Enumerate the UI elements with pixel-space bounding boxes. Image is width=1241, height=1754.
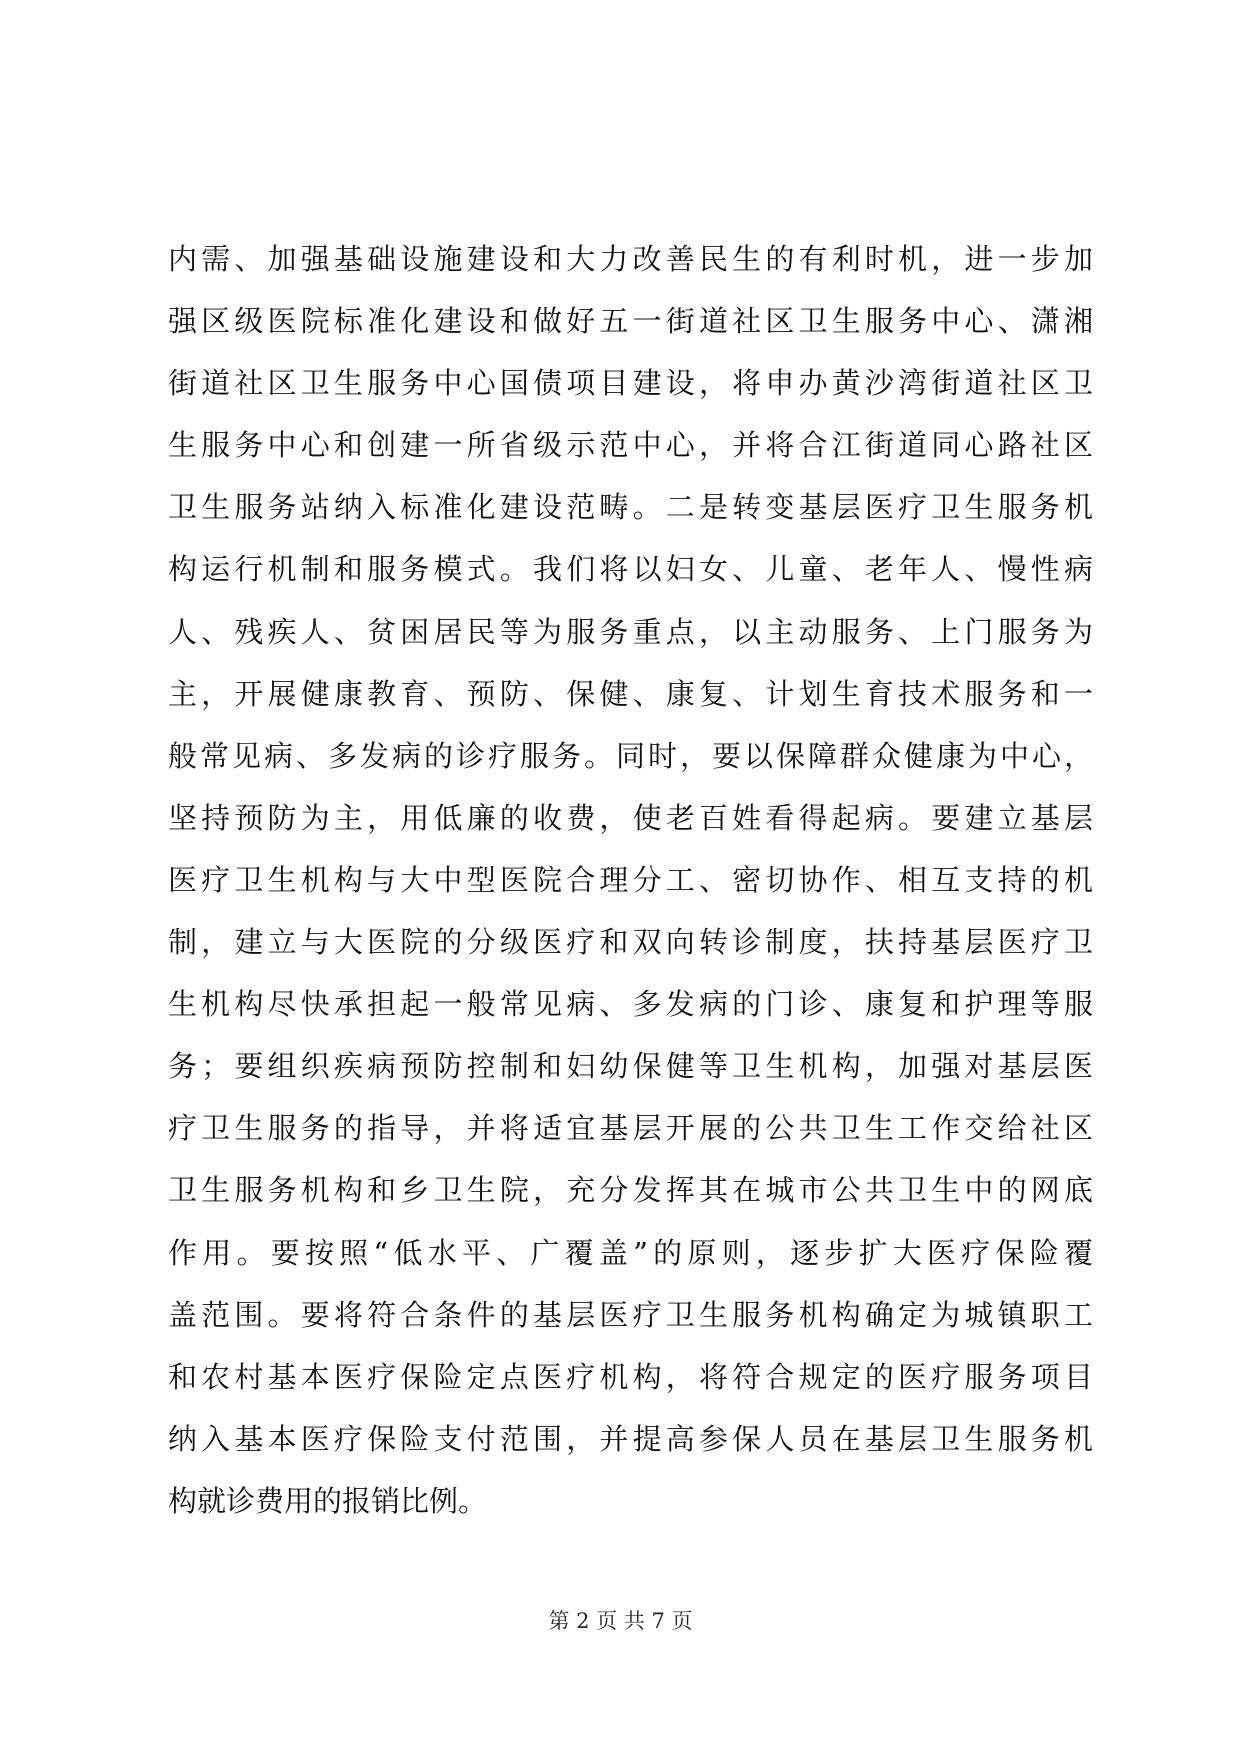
text-line: 务；要组织疾病预防控制和妇幼保健等卫生机构，加强对基层医 [168,1049,1093,1084]
text-line: 坚持预防为主，用低廉的收费，使老百姓看得起病。要建立基层 [168,800,1093,835]
text-line: 强区级医院标准化建设和做好五一街道社区卫生服务中心、潇湘 [168,304,1093,339]
text-line: 主，开展健康教育、预防、保健、康复、计划生育技术服务和一 [168,676,1093,711]
text-line: 疗卫生服务的指导，并将适宜基层开展的公共卫生工作交给社区 [168,1111,1093,1146]
text-line: 构运行机制和服务模式。我们将以妇女、儿童、老年人、慢性病 [168,552,1093,587]
text-line: 卫生服务机构和乡卫生院，充分发挥其在城市公共卫生中的网底 [168,1173,1093,1208]
text-line: 医疗卫生机构与大中型医院合理分工、密切协作、相互支持的机 [168,862,1093,897]
text-line: 纳入基本医疗保险支付范围，并提高参保人员在基层卫生服务机 [168,1421,1093,1456]
text-line: 生机构尽快承担起一般常见病、多发病的门诊、康复和护理等服 [168,987,1093,1022]
text-line: 人、残疾人、贫困居民等为服务重点，以主动服务、上门服务为 [168,614,1093,649]
text-line-last: 构就诊费用的报销比例。 [168,1483,488,1518]
text-line: 般常见病、多发病的诊疗服务。同时，要以保障群众健康为中心， [168,738,1093,773]
text-line: 制，建立与大医院的分级医疗和双向转诊制度，扶持基层医疗卫 [168,925,1093,960]
body-paragraph [168,228,1093,1532]
text-line: 和农村基本医疗保险定点医疗机构，将符合规定的医疗服务项目 [168,1359,1093,1394]
text-line: 内需、加强基础设施建设和大力改善民生的有利时机，进一步加 [168,242,1093,276]
text-line: 作用。要按照“低水平、广覆盖”的原则，逐步扩大医疗保险覆 [168,1235,1093,1270]
page-number-footer: 第 2 页 共 7 页 [548,1609,693,1633]
text-line: 街道社区卫生服务中心国债项目建设，将申办黄沙湾街道社区卫 [168,366,1093,401]
text-line: 卫生服务站纳入标准化建设范畴。二是转变基层医疗卫生服务机 [168,490,1093,525]
text-line: 盖范围。要将符合条件的基层医疗卫生服务机构确定为城镇职工 [168,1297,1093,1332]
text-line: 生服务中心和创建一所省级示范中心，并将合江街道同心路社区 [168,428,1093,463]
